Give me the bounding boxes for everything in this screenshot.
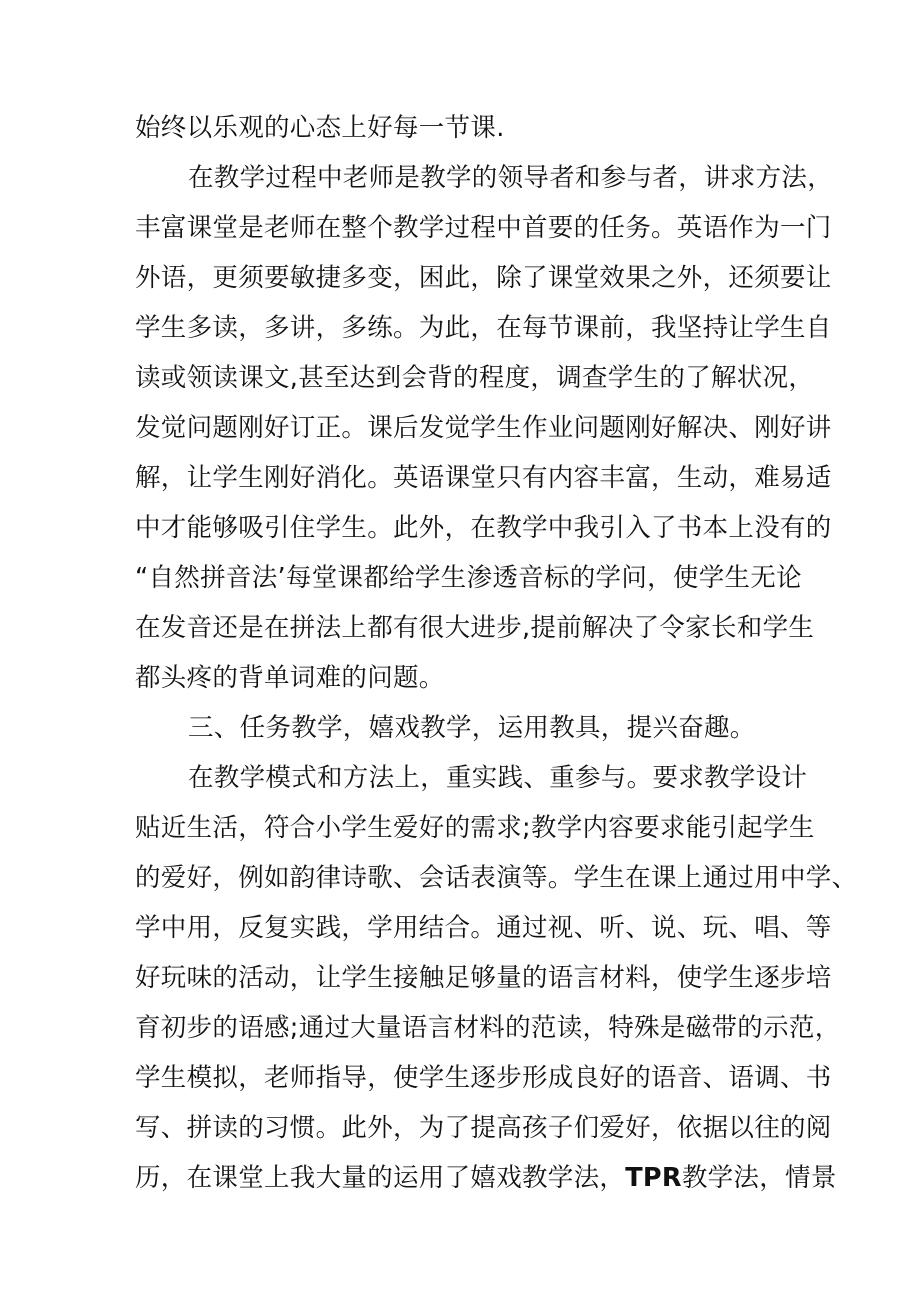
text-line: 贴近生活，符合小学生爱好的需求;教学内容要求能引起学生 <box>135 813 815 843</box>
text-line: 的爱好，例如韵律诗歌、会话表演等。学生在课上通过用中学、 <box>135 863 858 893</box>
text-line: 写、拼读的习惯。此外，为了提高孩子们爱好，依据以往的阅 <box>135 1113 832 1143</box>
tpr-bold-text: TPR <box>625 1163 682 1193</box>
text-line: 解，让学生刚好消化。英语课堂只有内容丰富，生动，难易适 <box>135 463 832 493</box>
text-line: “自然拼音法’每堂课都给学生渗透音标的学问，使学生无论 <box>135 563 802 593</box>
text-line: 育初步的语感;通过大量语言材料的范读，特殊是磁带的示范， <box>135 1013 841 1043</box>
text-line-last <box>135 1160 837 1196</box>
text-line: 好玩味的活动，让学生接触足够量的语言材料，使学生逐步培 <box>135 963 832 993</box>
text-line: 始终以乐观的心态上好每一节课. <box>135 113 505 143</box>
text-segment: 教学法，情景 <box>681 1163 837 1193</box>
text-segment: 历，在课堂上我大量的运用了嬉戏教学法， <box>135 1163 626 1193</box>
text-line: 中才能够吸引住学生。此外，在教学中我引入了书本上没有的 <box>135 513 832 543</box>
text-line: 学生多读，多讲，多练。为此，在每节课前，我坚持让学生自 <box>135 313 832 343</box>
section-heading: 三、任务教学，嬉戏教学，运用教具，提兴奋趣。 <box>188 713 756 743</box>
text-line: 发觉问题刚好订正。课后发觉学生作业问题刚好解决、刚好讲 <box>135 413 832 443</box>
text-line: 学中用，反复实践，学用结合。通过视、听、说、玩、唱、等 <box>135 913 832 943</box>
paragraph-first-line: 在教学过程中老师是教学的领导者和参与者，讲求方法， <box>188 163 834 193</box>
text-line: 读或领读课文,甚至达到会背的程度，调查学生的了解状况， <box>135 363 815 393</box>
text-line: 丰富课堂是老师在整个教学过程中首要的任务。英语作为一门 <box>135 213 832 243</box>
text-line: 学生模拟，老师指导，使学生逐步形成良好的语音、语调、书 <box>135 1063 832 1093</box>
paragraph-first-line: 在教学模式和方法上，重实践、重参与。要求教学设计 <box>188 763 808 793</box>
text-line: 都头疼的背单词难的问题。 <box>135 663 445 693</box>
text-line: 外语，更须要敏捷多变，困此，除了课堂效果之外，还须要让 <box>135 263 832 293</box>
text-line: 在发音还是在拼法上都有很大进步,提前解决了令家长和学生 <box>135 613 815 643</box>
